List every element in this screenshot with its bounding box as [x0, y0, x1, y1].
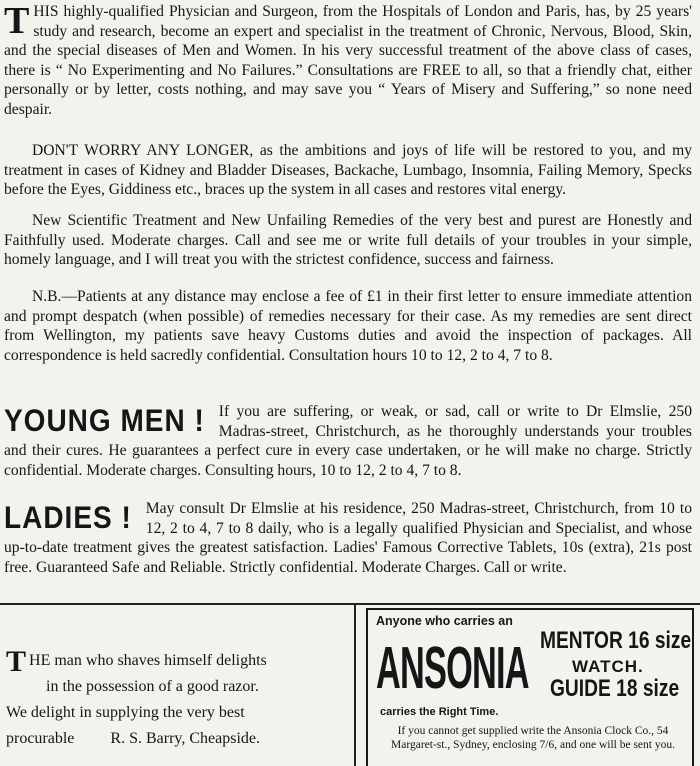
barry-dropcap: T [6, 645, 27, 678]
ladies-heading: LADIES ! [4, 500, 132, 535]
section-divider [0, 603, 700, 605]
ansonia-ad-intro: Anyone who carries an [376, 614, 513, 628]
barry-line-1-text: HE man who shaves himself delights [29, 652, 267, 669]
young-men-heading: YOUNG MEN ! [4, 403, 205, 438]
right-time-text: carries the Right Time. [380, 706, 499, 718]
barry-line-2: in the possession of a good razor. [46, 678, 259, 695]
barry-line-3: We delight in supplying the very best [6, 704, 245, 721]
ansonia-ad [366, 608, 694, 766]
young-men-text: If you are suffering, or weak, or sad, call or write to Dr Elmslie, 250 Madras-street, Christchurch, as he thoroughly understands your troubles and their cures. He guarantees a perfect cure in every case undertaken, or he will make no charge. Strictly confidential. Moderate charges. Consulting hours, 10 to 12, 2 to 4, 7 to 8. [4, 403, 692, 479]
mentor-size: MENTOR 16 size [540, 627, 692, 654]
barry-line-1 [6, 645, 346, 678]
barry-procurable: procurable [6, 730, 75, 747]
column-divider [354, 605, 356, 766]
guide-size: GUIDE 18 size [550, 675, 680, 702]
ansonia-footer: If you cannot get supplied write the Ansonia Clock Co., 54 Margaret-st., Sydney, enclosing 7/6, and one will be sent you. [391, 725, 675, 751]
physician-intro-text: HIS highly-qualified Physician and Surgeon, from the Hospitals of London and Paris, has, by 25 years' study and research, become an expert and specialist in the treatment of Chronic, Nervous, Blood, Skin, and the special diseases of Men and Women. In his very successful treatment of the above class of cases, there is “ No Experimenting and No Failures.” Consultations are FREE to all, so that a friendly chat, either personally or by letter, costs nothing, and may save you “ Years of Misery and Suffering,” so none need despair. [4, 3, 692, 118]
nb-paragraph [4, 287, 692, 365]
barry-line-4 [6, 726, 346, 752]
physician-intro-paragraph [4, 2, 692, 120]
young-men-section [4, 402, 692, 480]
ladies-text: May consult Dr Elmslie at his residence, 250 Madras-street, Christchurch, from 10 to 12, 2 to 4, 7 to 8 daily, who is a legally qualified Physician and Specialist, and whose up-to-date treatment gives the greatest satisfaction. Ladies' Famous Corrective Tablets, 10s (extra), 21s post free. Guaranteed Safe and Reliable. Strictly confidential. Moderate Charges. Call or write. [4, 500, 692, 576]
watch-label: WATCH. [572, 657, 644, 676]
scientific-treatment-text: New Scientific Treatment and New Unfailing Remedies of the very best and purest are Honestly and Faithfully used. Moderate charges. Call and see me or write full details of your troubles in your simple, homely language, and I will treat you with the strictest confidence, success and fairness. [4, 212, 692, 269]
barry-razor-ad [6, 645, 346, 752]
dont-worry-text: DON'T WORRY ANY LONGER, as the ambitions and joys of life will be restored to you, and my treatment in cases of Kidney and Bladder Diseases, Backache, Lumbago, Insomnia, Failing Memory, Specks before the Eyes, Giddiness etc., braces up the system in all cases and restores vital energy. [4, 142, 692, 199]
physician-dropcap: T [4, 0, 30, 42]
dont-worry-paragraph [4, 141, 692, 200]
nb-text: N.B.—Patients at any distance may enclose a fee of £1 in their first letter to ensure immediate attention and prompt despatch (when possible) of remedies necessary for their case. As my remedies are sent direct from Wellington, my patients save heavy Customs duties and avoid the inspection of packages. All correspondence is held sacredly confidential. Consultation hours 10 to 12, 2 to 4, 7 to 8. [4, 288, 692, 364]
scientific-treatment-paragraph [4, 211, 692, 270]
ansonia-brand: ANSONIA [376, 635, 529, 702]
barry-signature: R. S. Barry, Cheapside. [110, 730, 261, 747]
ladies-section [4, 499, 692, 577]
